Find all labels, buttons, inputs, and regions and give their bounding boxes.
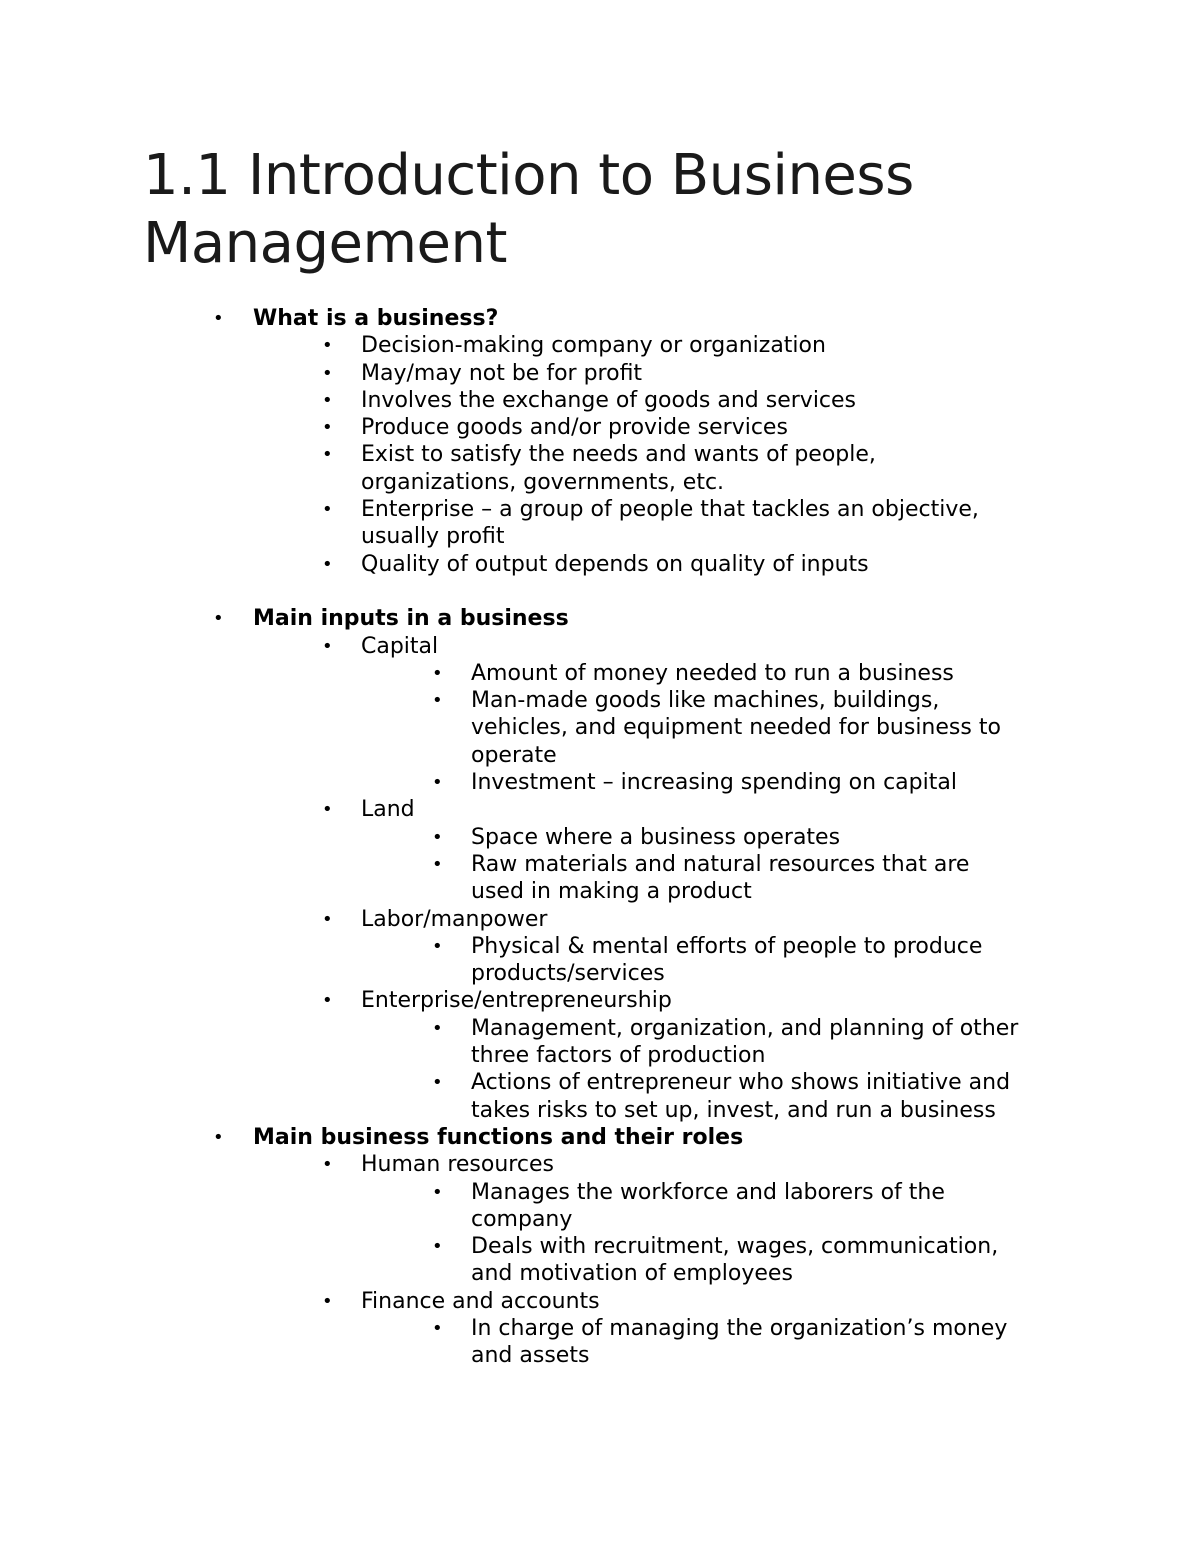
- sub-list-item-text: three factors of production: [471, 1043, 766, 1069]
- blank-line: [0, 578, 1200, 605]
- section-heading: [0, 1124, 1200, 1151]
- notes-outline: [0, 305, 1200, 1370]
- list-item-text: organizations, governments, etc.: [361, 469, 725, 495]
- sub-list-item-text: Space where a business operates: [471, 824, 841, 850]
- list-item-text: usually profit: [361, 524, 505, 550]
- sub-list-item: [0, 1015, 1200, 1042]
- sub-list-item-text: Deals with recruitment, wages, communication,: [471, 1234, 999, 1260]
- list-item-text: Land: [361, 797, 415, 823]
- sub-list-item-continuation: [0, 1042, 1200, 1069]
- bullet-icon: •: [322, 799, 333, 821]
- sub-list-item-text: products/services: [471, 961, 665, 987]
- sub-list-item-continuation: [0, 742, 1200, 769]
- bullet-icon: •: [432, 662, 443, 684]
- section-heading-text: What is a business?: [253, 306, 499, 331]
- page-title: [143, 142, 1103, 278]
- bullet-icon: •: [322, 444, 333, 466]
- bullet-icon: •: [322, 499, 333, 521]
- bullet-icon: •: [322, 635, 333, 657]
- sub-list-item-text: vehicles, and equipment needed for business to: [471, 715, 1001, 741]
- sub-list-item-text: and assets: [471, 1343, 590, 1369]
- page-title-line-1: 1.1 Introduction to Business: [143, 143, 914, 208]
- bullet-icon: •: [322, 389, 333, 411]
- list-item-text: Decision-making company or organization: [361, 333, 826, 359]
- list-item: [0, 496, 1200, 523]
- list-item: [0, 414, 1200, 441]
- list-item: [0, 1288, 1200, 1315]
- sub-list-item: [0, 1233, 1200, 1260]
- bullet-icon: •: [213, 608, 224, 630]
- bullet-icon: •: [432, 853, 443, 875]
- sub-list-item-continuation: [0, 1260, 1200, 1287]
- list-item-text: Enterprise – a group of people that tackles an objective,: [361, 497, 979, 523]
- sub-list-item-text: Raw materials and natural resources that are: [471, 851, 970, 877]
- list-item: [0, 387, 1200, 414]
- sub-list-item-text: Amount of money needed to run a business: [471, 660, 954, 686]
- list-item: [0, 906, 1200, 933]
- list-item: [0, 796, 1200, 823]
- section-heading-text: Main inputs in a business: [253, 606, 569, 632]
- sub-list-item-text: and motivation of employees: [471, 1261, 793, 1287]
- sub-list-item: [0, 1069, 1200, 1096]
- section-heading: [0, 605, 1200, 632]
- sub-list-item-text: company: [471, 1206, 573, 1232]
- sub-list-item: [0, 687, 1200, 714]
- bullet-icon: •: [322, 990, 333, 1012]
- list-item-text: Human resources: [361, 1152, 554, 1178]
- list-item: [0, 633, 1200, 660]
- bullet-icon: •: [432, 1072, 443, 1094]
- bullet-icon: •: [322, 908, 333, 930]
- bullet-icon: •: [432, 772, 443, 794]
- list-item-text: Involves the exchange of goods and services: [361, 387, 857, 413]
- section-heading: [0, 305, 1200, 332]
- list-item: [0, 441, 1200, 468]
- bullet-icon: •: [432, 1317, 443, 1339]
- list-item: [0, 551, 1200, 578]
- bullet-icon: •: [322, 553, 333, 575]
- sub-list-item: [0, 933, 1200, 960]
- bullet-icon: •: [432, 935, 443, 957]
- list-item-text: Finance and accounts: [361, 1288, 600, 1314]
- bullet-icon: •: [322, 362, 333, 384]
- bullet-icon: •: [432, 1236, 443, 1258]
- sub-list-item-continuation: [0, 1342, 1200, 1369]
- sub-list-item-continuation: [0, 1206, 1200, 1233]
- list-item: [0, 332, 1200, 359]
- sub-list-item-text: takes risks to set up, invest, and run a business: [471, 1097, 996, 1123]
- sub-list-item-text: Management, organization, and planning of other: [471, 1015, 1019, 1041]
- bullet-icon: •: [432, 1181, 443, 1203]
- page-title-line-2: Management: [143, 211, 507, 276]
- list-item-text: Capital: [361, 633, 439, 659]
- sub-list-item: [0, 1179, 1200, 1206]
- section-heading-text: Main business functions and their roles: [253, 1124, 744, 1150]
- sub-list-item-text: Man-made goods like machines, buildings,: [471, 688, 940, 714]
- sub-list-item-text: Investment – increasing spending on capital: [471, 770, 957, 796]
- list-item-text: Exist to satisfy the needs and wants of people,: [361, 442, 876, 468]
- sub-list-item: [0, 660, 1200, 687]
- sub-list-item: [0, 824, 1200, 851]
- list-item-text: Quality of output depends on quality of inputs: [361, 551, 869, 577]
- bullet-icon: •: [432, 826, 443, 848]
- list-item-continuation: [0, 469, 1200, 496]
- list-item-text: Labor/manpower: [361, 906, 548, 932]
- bullet-icon: •: [213, 308, 224, 329]
- list-item-continuation: [0, 523, 1200, 550]
- list-item: [0, 987, 1200, 1014]
- bullet-icon: •: [213, 1126, 224, 1148]
- sub-list-item-continuation: [0, 714, 1200, 741]
- list-item: [0, 1151, 1200, 1178]
- sub-list-item: [0, 769, 1200, 796]
- sub-list-item-text: used in making a product: [471, 879, 752, 905]
- sub-list-item-text: Manages the workforce and laborers of the: [471, 1179, 945, 1205]
- sub-list-item-text: operate: [471, 742, 557, 768]
- sub-list-item: [0, 851, 1200, 878]
- bullet-icon: •: [322, 1290, 333, 1312]
- list-item-text: Produce goods and/or provide services: [361, 415, 788, 441]
- bullet-icon: •: [322, 1154, 333, 1176]
- list-item: [0, 360, 1200, 387]
- sub-list-item-text: Actions of entrepreneur who shows initiative and: [471, 1070, 1011, 1096]
- bullet-icon: •: [432, 690, 443, 712]
- sub-list-item-continuation: [0, 878, 1200, 905]
- sub-list-item-text: Physical & mental efforts of people to produce: [471, 933, 983, 959]
- sub-list-item-text: In charge of managing the organization’s money: [471, 1315, 1008, 1341]
- sub-list-item-continuation: [0, 960, 1200, 987]
- list-item-text: May/may not be for profit: [361, 360, 643, 386]
- sub-list-item-continuation: [0, 1097, 1200, 1124]
- bullet-icon: •: [322, 417, 333, 439]
- list-item-text: Enterprise/entrepreneurship: [361, 988, 672, 1014]
- bullet-icon: •: [432, 1017, 443, 1039]
- bullet-icon: •: [322, 335, 333, 357]
- sub-list-item: [0, 1315, 1200, 1342]
